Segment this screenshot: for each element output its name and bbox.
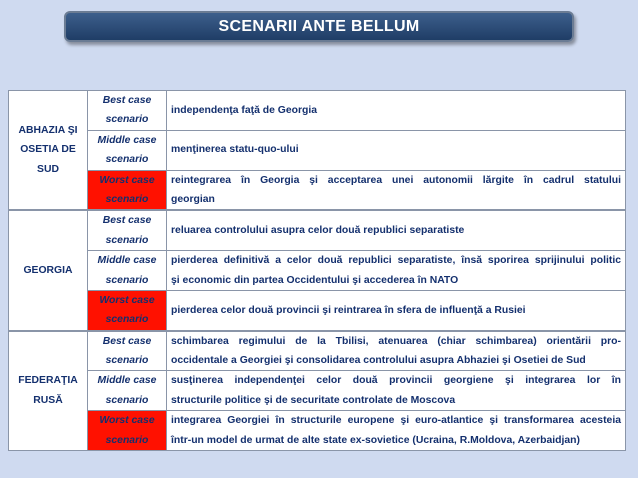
page-title: SCENARII ANTE BELLUM	[64, 11, 574, 42]
case-label: Middle case	[97, 255, 157, 267]
table-row	[9, 91, 626, 131]
region-label: RUSĂ	[33, 394, 63, 406]
scenario-description	[167, 411, 626, 451]
case-label: scenario	[105, 314, 149, 326]
table-row	[9, 411, 626, 451]
case-label: scenario	[105, 394, 149, 406]
worst-case-cell	[88, 290, 167, 330]
best-case-cell	[88, 91, 167, 131]
case-label: scenario	[105, 355, 149, 367]
region-label: OSETIA DE	[20, 144, 76, 156]
case-label: Best case	[102, 215, 152, 227]
case-label: scenario	[105, 434, 149, 446]
case-label: scenario	[105, 193, 149, 205]
description-line: schimbarea regimului de la Tbilisi, atenuarea (chiar schimbarea) orientării pro-	[171, 335, 621, 347]
scenario-description: independenţa faţă de Georgia	[167, 91, 626, 131]
middle-case-cell	[88, 371, 167, 411]
case-label: Worst case	[99, 415, 155, 427]
description-line: integrarea Georgiei în structurile europene şi euro-atlantice şi transformarea acesteia	[171, 415, 621, 427]
case-label: Middle case	[97, 134, 157, 146]
best-case-cell	[88, 331, 167, 371]
region-label: FEDERAŢIA	[18, 375, 78, 387]
best-case-cell	[88, 210, 167, 250]
scenario-description: pierderea celor două provincii şi reintrarea în sfera de influenţă a Rusiei	[167, 290, 626, 330]
description-line: georgian	[171, 193, 215, 205]
region-label: SUD	[37, 163, 59, 175]
case-label: scenario	[105, 114, 149, 126]
case-label: scenario	[105, 154, 149, 166]
description-line: structurile politice şi de securitate controlate de Moscova	[171, 394, 456, 406]
region-cell	[9, 210, 88, 330]
description-line: şi economic din partea Occidentului şi accederea în NATO	[171, 274, 459, 286]
middle-case-cell	[88, 130, 167, 170]
region-cell	[9, 91, 88, 211]
case-label: Best case	[102, 335, 152, 347]
scenario-description	[167, 170, 626, 210]
table-row	[9, 331, 626, 371]
table-row	[9, 210, 626, 250]
scenario-description: reluarea controlului asupra celor două republici separatiste	[167, 210, 626, 250]
description-line: occidentale a Georgiei şi consolidarea controlului asupra Abhaziei şi Osetiei de Sud	[171, 355, 586, 367]
case-label: Worst case	[99, 294, 155, 306]
description-line: reintegrarea în Georgia şi acceptarea unei autonomii lărgite în cadrul statului	[171, 174, 621, 186]
region-label: GEORGIA	[23, 264, 73, 276]
case-label: Worst case	[99, 174, 155, 186]
region-label: ABHAZIA ŞI	[18, 125, 78, 137]
table-row	[9, 130, 626, 170]
case-label: scenario	[105, 274, 149, 286]
region-cell	[9, 331, 88, 451]
middle-case-cell	[88, 251, 167, 291]
scenario-description	[167, 371, 626, 411]
description-line: într-un model de urmat de alte state ex-sovietice (Ucraina, R.Moldova, Azerbaidjan)	[171, 434, 580, 446]
scenario-description	[167, 331, 626, 371]
scenario-description	[167, 251, 626, 291]
case-label: Best case	[102, 95, 152, 106]
scenario-description: menţinerea statu-quo-ului	[167, 130, 626, 170]
description-line: pierderea definitivă a celor două republici separatiste, însă sporirea sprijinului politic	[171, 255, 621, 267]
table-row	[9, 371, 626, 411]
worst-case-cell	[88, 170, 167, 210]
case-label: Middle case	[97, 375, 157, 387]
table-row	[9, 251, 626, 291]
table-row	[9, 290, 626, 330]
description-line: susţinerea independenţei celor două provincii georgiene şi integrarea lor în	[171, 375, 621, 387]
table-row	[9, 170, 626, 210]
scenarios-table	[8, 90, 626, 451]
case-label: scenario	[105, 234, 149, 246]
worst-case-cell	[88, 411, 167, 451]
